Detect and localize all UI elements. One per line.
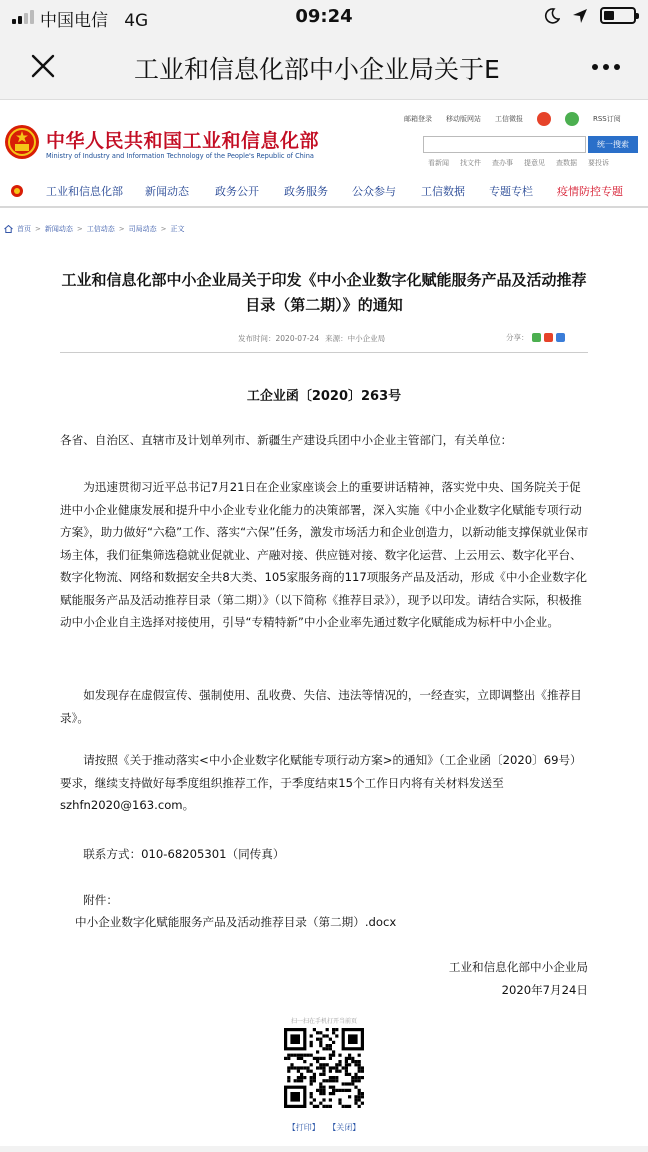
- top-link-mail[interactable]: 邮箱登录: [404, 115, 432, 123]
- top-links: [404, 112, 621, 126]
- paragraph-2: 如发现存在虚假宣传、强制使用、乱收费、失信、违法等情况的，一经查实，立即调整出《推荐目录》。: [60, 688, 582, 725]
- battery-icon: [600, 7, 636, 24]
- nav-item-gov-open[interactable]: 政务公开: [215, 185, 259, 198]
- more-icon[interactable]: [592, 64, 620, 70]
- top-link-weibao[interactable]: 工信微报: [495, 115, 523, 123]
- search-button[interactable]: 统一搜索: [588, 136, 638, 153]
- salutation: 各省、自治区、直辖市及计划单列市、新疆生产建设兵团中小企业主管部门，有关单位：: [60, 433, 513, 447]
- nav-item-epidemic[interactable]: 疫情防控专题: [557, 185, 623, 198]
- share-qq-icon[interactable]: [556, 333, 565, 342]
- bottom-links: [0, 1122, 648, 1133]
- search-link-feedback[interactable]: 提意见: [524, 159, 545, 167]
- search-link-news[interactable]: 看新闻: [428, 159, 449, 167]
- nav-item-public[interactable]: 公众参与: [352, 185, 396, 198]
- publish-label: 发布时间：: [238, 334, 276, 343]
- signature-org: 工业和信息化部中小企业局: [448, 960, 588, 974]
- close-icon[interactable]: [28, 51, 58, 81]
- attachment-file-link[interactable]: 中小企业数字化赋能服务产品及活动推荐目录（第二期）.docx: [75, 915, 397, 929]
- location-arrow-icon: [572, 8, 588, 24]
- footer-bar: [0, 1146, 648, 1152]
- attachment-label: 附件：: [83, 893, 118, 907]
- search-link-data[interactable]: 查数据: [556, 159, 577, 167]
- main-nav: [0, 172, 648, 208]
- share-weibo-icon[interactable]: [544, 333, 553, 342]
- close-link[interactable]: 【关闭】: [328, 1123, 361, 1132]
- search-input[interactable]: [423, 136, 586, 153]
- top-link-mobile[interactable]: 移动版网站: [446, 115, 481, 123]
- site-subtitle: Ministry of Industry and Information Technology of the People's Republic of China: [46, 152, 314, 160]
- nav-item-ministry[interactable]: 工业和信息化部: [46, 185, 123, 198]
- clock: 09:24: [295, 6, 353, 27]
- signature-date: 2020年7月24日: [501, 983, 588, 997]
- paragraph-3: 请按照《关于推动落实<中小企业数字化赋能专项行动方案>的通知》（工企业函〔2020〕69号）要求，继续支持做好每季度组织推荐工作，于季度结束15个工作日内将有关材料发送至szhfn2020@163.com。: [60, 753, 582, 812]
- share-label: 分享：: [506, 333, 529, 342]
- search-link-complaint[interactable]: 要投诉: [588, 159, 609, 167]
- source-value: 中小企业局: [347, 334, 386, 343]
- moon-icon: [544, 8, 560, 24]
- home-small-icon: [4, 225, 13, 233]
- nav-bar: [0, 34, 648, 100]
- breadcrumb: 首页 > 新闻动态 > 工信动态 > 司局动态 > 正文: [4, 224, 185, 234]
- breadcrumb-dept-news[interactable]: 司局动态: [128, 225, 157, 233]
- home-icon[interactable]: [8, 183, 26, 197]
- divider: [60, 352, 588, 353]
- site-title[interactable]: 中华人民共和国工业和信息化部: [46, 130, 320, 152]
- search-link-services[interactable]: 查办事: [492, 159, 513, 167]
- breadcrumb-home[interactable]: 首页: [17, 225, 31, 233]
- document-number: 工企业函〔2020〕263号: [246, 389, 402, 404]
- nav-item-news[interactable]: 新闻动态: [145, 185, 189, 198]
- network-label: 4G: [124, 11, 149, 31]
- breadcrumb-ministry-news[interactable]: 工信动态: [86, 225, 115, 233]
- nav-item-data[interactable]: 工信数据: [421, 185, 465, 198]
- nav-item-topics[interactable]: 专题专栏: [489, 185, 533, 198]
- publish-time: 2020-07-24: [275, 334, 320, 343]
- top-link-rss[interactable]: RSS订阅: [593, 115, 621, 123]
- nav-title: 工业和信息化部中小企业局关于E: [134, 55, 500, 84]
- print-link[interactable]: 【打印】: [287, 1123, 320, 1132]
- search-link-files[interactable]: 找文件: [460, 159, 481, 167]
- share-bar: [506, 332, 565, 343]
- carrier-label: 中国电信 4G: [40, 11, 149, 31]
- weibo-icon[interactable]: [537, 112, 551, 126]
- search-links: [428, 158, 609, 168]
- article-title: 工业和信息化部中小企业局关于印发《中小企业数字化赋能服务产品及活动推荐目录（第二期）》的通知: [61, 271, 587, 314]
- breadcrumb-current: 正文: [170, 225, 185, 233]
- share-wechat-icon[interactable]: [532, 333, 541, 342]
- source-label: 来源：: [325, 334, 348, 343]
- status-bar: [0, 0, 648, 34]
- breadcrumb-news[interactable]: 新闻动态: [44, 225, 73, 233]
- contact-info: 联系方式：010-68205301（同传真）: [83, 847, 285, 861]
- national-emblem-icon: [4, 124, 40, 160]
- qr-label: 扫一扫在手机打开当前页: [290, 1018, 357, 1025]
- article-meta: [238, 333, 385, 344]
- paragraph-1: 为迅速贯彻习近平总书记7月21日在企业家座谈会上的重要讲话精神，落实党中央、国务院关于促进中小企业健康发展和提升中小企业专业化能力的决策部署，深入实施《中小企业数字化赋能专项行动方案》，助力做好“六稳”工作、落实“六保”任务，激发市场活力和企业创造力，以新动能支撑保就业保市场主体，我们征集筛选稳就业促就业、产融对接、供应链对接、数字化运营、上云用云、数字化平台、数字化物流、网络和数据安全共8大类、105家服务商的117项服务产品及活动，形成《中小企业数字化赋能服务产品及活动推荐目录（第二期）》（以下简称《推荐目录》），现予以印发。请结合实际，积极推动中小企业自主选择对接使用，引导“专精特新”中小企业率先通过数字化赋能成为标杆中小企业。: [60, 480, 589, 629]
- nav-item-gov-service[interactable]: 政务服务: [284, 185, 328, 198]
- qr-code: [284, 1028, 364, 1108]
- wechat-icon[interactable]: [565, 112, 579, 126]
